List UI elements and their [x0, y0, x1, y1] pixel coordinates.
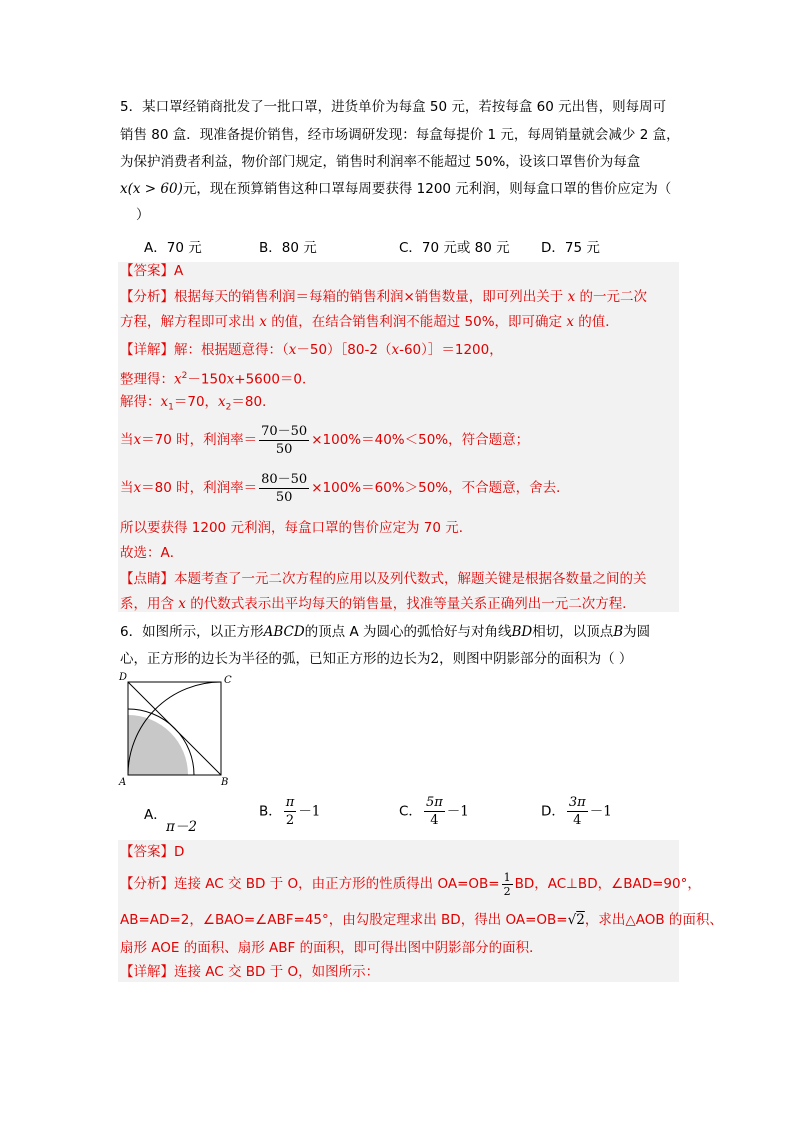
q6-option-d-letter: D．: [541, 803, 565, 820]
q5-answer: A: [174, 263, 184, 279]
q6-line-1: [120, 622, 650, 642]
q5-detail-text-1b: －50）［80-2（: [296, 342, 392, 358]
q6-option-d: [541, 794, 612, 829]
q5-detail-var-x1: x: [160, 394, 169, 410]
q6-option-b-fraction: [284, 794, 297, 829]
q5-line-2: 销售 80 盒．现准备提价销售，经市场调研发现：每盒每提价 1 元，每周销量就会减少 2 盒，: [120, 127, 680, 143]
q5-case1-text-a: 当: [120, 432, 134, 448]
q5-comment-tag: 【点睛】: [120, 571, 174, 587]
q6-sqrt-value: 2: [576, 912, 585, 928]
q5-text-4: 元，现在预算销售这种口罩每周要获得 1200 元利润，则每盒口罩的售价应定为（: [182, 181, 672, 197]
q6-option-b: [259, 794, 320, 829]
q6-answer: D: [174, 844, 185, 860]
q5-detail-tag: 【详解】: [120, 342, 174, 358]
q5-case1-var-x: x: [133, 432, 142, 448]
shaded-region: [128, 715, 188, 775]
q5-analysis-text-1b: 的一元二次: [579, 289, 648, 305]
q5-case2-numerator: 80－50: [261, 471, 308, 487]
q5-detail-text-2b: －150: [187, 371, 227, 388]
q5-case1-text-b: ＝70 时，利润率＝: [141, 432, 258, 448]
q6-text-1c: 相切，以顶点: [532, 624, 614, 640]
q6-option-c-den: 4: [430, 813, 439, 828]
q5-choose: 故选：A．: [120, 545, 184, 561]
q5-detail-line-2: 整理得：$x^2-150x+5600=0$．: [120, 371, 316, 388]
q6-option-c-letter: C．: [399, 803, 422, 820]
q5-detail-text-3a: 解得：: [120, 394, 161, 410]
q6-square-name: ABCD: [263, 624, 305, 640]
q5-case1-text-c: ×100%＝40%＜50%，符合题意；: [311, 432, 530, 448]
label-d: D: [119, 672, 128, 683]
q5-detail-text-1a: 解：根据题意得：（: [174, 342, 289, 358]
q5-analysis-tag: 【分析】: [120, 289, 174, 305]
q5-analysis-text-2b: 的值，在结合销售利润不能超过 50%，即可确定: [271, 314, 563, 330]
q5-comment-text-2a: 系，用含: [120, 596, 174, 612]
q5-analysis-line-2: [120, 312, 619, 332]
q6-option-d-den: 4: [573, 813, 582, 828]
q5-number: 5．: [120, 99, 143, 115]
q6-text-2b: ，则图中阴影部分的面积为（ ）: [439, 651, 633, 667]
q5-case2-text-c: ×100%＝60%＞50%，不合题意，舍去．: [311, 480, 570, 496]
q6-analysis-fraction: [502, 871, 513, 898]
q6-analysis-text-2b: ，求出△AOB 的面积、: [584, 912, 723, 928]
q6-text-2a: 心，正方形的边长为半径的弧，已知正方形的边长为: [120, 651, 431, 667]
q6-option-b-rest: －1: [298, 803, 321, 820]
q5-comment-text-2b: 的代数式表示出平均每天的销售量，找准等量关系正确列出一元二次方程．: [190, 596, 636, 612]
q6-analysis-den: 2: [503, 884, 511, 898]
q6-option-d-num: 3π: [568, 795, 586, 810]
q5-case1-numerator: 70－50: [261, 423, 308, 439]
q5-line-5: ）: [136, 207, 150, 223]
q6-analysis-line-3: 扇形 AOE 的面积、扇形 ABF 的面积，即可得出图中阴影部分的面积．: [120, 940, 543, 956]
q6-option-c-fraction: [424, 794, 445, 829]
q5-line-3: 为保护消费者利益，物价部门规定，销售时利润率不能超过 50%，设该口罩售价为每盒: [120, 154, 641, 170]
q5-analysis-line-1: [120, 287, 647, 307]
q6-figure: [116, 670, 236, 788]
q6-option-c: [399, 794, 469, 829]
q6-text-1d: 为圆: [623, 624, 651, 640]
q6-number: 6．: [120, 624, 143, 640]
q6-answer-line: [120, 842, 184, 862]
q5-case1-fraction: [259, 423, 309, 458]
q5-detail-text-2a: 整理得：: [120, 371, 174, 388]
q5-detail-var-x: x: [288, 342, 297, 358]
q6-option-d-rest: －1: [589, 803, 612, 820]
q5-option-c: C．70 元或 80 元: [399, 240, 510, 256]
q5-detail-var-x2: x: [218, 394, 226, 410]
q5-answer-line: [120, 261, 183, 281]
q6-detail-tag: 【详解】: [120, 964, 174, 980]
q5-analysis-text-2a: 方程，解方程即可求出: [120, 314, 255, 330]
q6-text-1b: 的顶点 A 为圆心的弧恰好与对角线: [304, 624, 512, 640]
q5-case2-fraction: [259, 471, 309, 506]
q6-detail-text-1: 连接 AC 交 BD 于 O，如图所示：: [174, 964, 380, 980]
q5-detail-line-1: [120, 340, 503, 360]
q6-answer-tag: 【答案】: [120, 844, 174, 860]
q5-detail-var-x-4: x: [226, 371, 235, 388]
q5-detail-line-3: 解得：$x_1=70$，$x_2=80$．: [120, 394, 276, 413]
q5-comment-var-x: x: [178, 596, 186, 612]
q5-detail-text-1c: -60）］＝1200，: [399, 342, 503, 358]
q5-answer-tag: 【答案】: [120, 263, 174, 279]
label-b: B: [221, 777, 229, 788]
q5-case2-denominator: 50: [275, 489, 293, 505]
q5-case2-text-b: ＝80 时，利润率＝: [141, 480, 258, 496]
q6-option-a: [144, 803, 167, 823]
q5-option-b: B．80 元: [259, 240, 317, 256]
q5-analysis-text-1a: 根据每天的销售利润＝每箱的销售利润×销售数量，即可列出关于: [174, 289, 564, 305]
q5-detail-text-3c: ＝80．: [231, 394, 276, 410]
q5-case1-denominator: 50: [275, 441, 293, 457]
q5-analysis-var-x: x: [567, 289, 576, 305]
q6-line-2: [120, 649, 632, 669]
q6-analysis-text-1b: BD，AC⊥BD，∠BAD=90°，: [514, 876, 701, 892]
q5-analysis-var-x-3: x: [566, 314, 574, 330]
q6-text-1a: 如图所示，以正方形: [142, 624, 264, 640]
q5-detail-var-x-3: x: [174, 371, 182, 388]
q6-analysis-text-2a: AB=AD=2，∠BAO=∠ABF=45°，由勾股定理求出 BD，得出 OA=OB=: [120, 912, 568, 928]
q5-option-a: A．70 元: [144, 240, 202, 256]
q6-analysis-num: 1: [503, 870, 511, 884]
q5-analysis-var-x-2: x: [259, 314, 267, 330]
q5-detail-text-3b: ＝70，: [173, 394, 219, 410]
q6-detail-line-1: [120, 962, 379, 982]
q6-option-d-fraction: [567, 794, 588, 829]
q5-analysis-text-2c: 的值．: [578, 314, 619, 330]
q5-comment-text-1: 本题考查了一元二次方程的应用以及列代数式，解题关键是根据各数量之间的关: [174, 571, 647, 587]
q5-detail-var-x-2: x: [391, 342, 400, 358]
q6-option-a-value: π－2: [166, 819, 197, 835]
q6-sqrt: √2: [567, 912, 585, 928]
q5-comment-line-1: [120, 569, 647, 589]
q5-math-x-range: x(x > 60): [120, 181, 183, 197]
q5-text-1: 某口罩经销商批发了一批口罩，进货单价为每盒 50 元，若按每盒 60 元出售，则每周可: [142, 99, 667, 115]
q6-diagonal-name: BD: [511, 624, 533, 640]
q5-conclusion: 所以要获得 1200 元利润，每盒口罩的售价应定为 70 元．: [120, 520, 473, 536]
q5-case2-var-x: x: [133, 480, 142, 496]
q6-option-b-num: π: [285, 795, 295, 810]
q5-line-4: [120, 179, 671, 199]
q6-option-c-rest: －1: [446, 803, 469, 820]
q6-analysis-text-1a: 连接 AC 交 BD 于 O，由正方形的性质得出 OA=OB=: [174, 876, 500, 892]
q6-option-b-letter: B．: [259, 803, 282, 820]
q6-side-length: 2: [430, 651, 440, 667]
label-c: C: [224, 675, 232, 686]
q6-analysis-line-1: [120, 866, 701, 902]
q5-case2-text-a: 当: [120, 480, 134, 496]
q5-case-80: [120, 466, 570, 510]
label-a: A: [119, 777, 127, 788]
q6-analysis-tag: 【分析】: [120, 876, 174, 892]
q5-option-d: D．75 元: [541, 240, 600, 256]
q6-option-b-den: 2: [285, 813, 295, 828]
q6-vertex-b: B: [613, 624, 624, 640]
q6-analysis-line-2: [120, 910, 723, 930]
q6-option-a-letter: A．: [144, 807, 167, 823]
q6-option-c-num: 5π: [425, 795, 443, 810]
q5-line-1: [120, 97, 666, 117]
q5-case-70: [120, 418, 529, 462]
q5-comment-line-2: [120, 594, 636, 614]
q5-detail-text-2c: +5600＝0．: [234, 371, 316, 388]
